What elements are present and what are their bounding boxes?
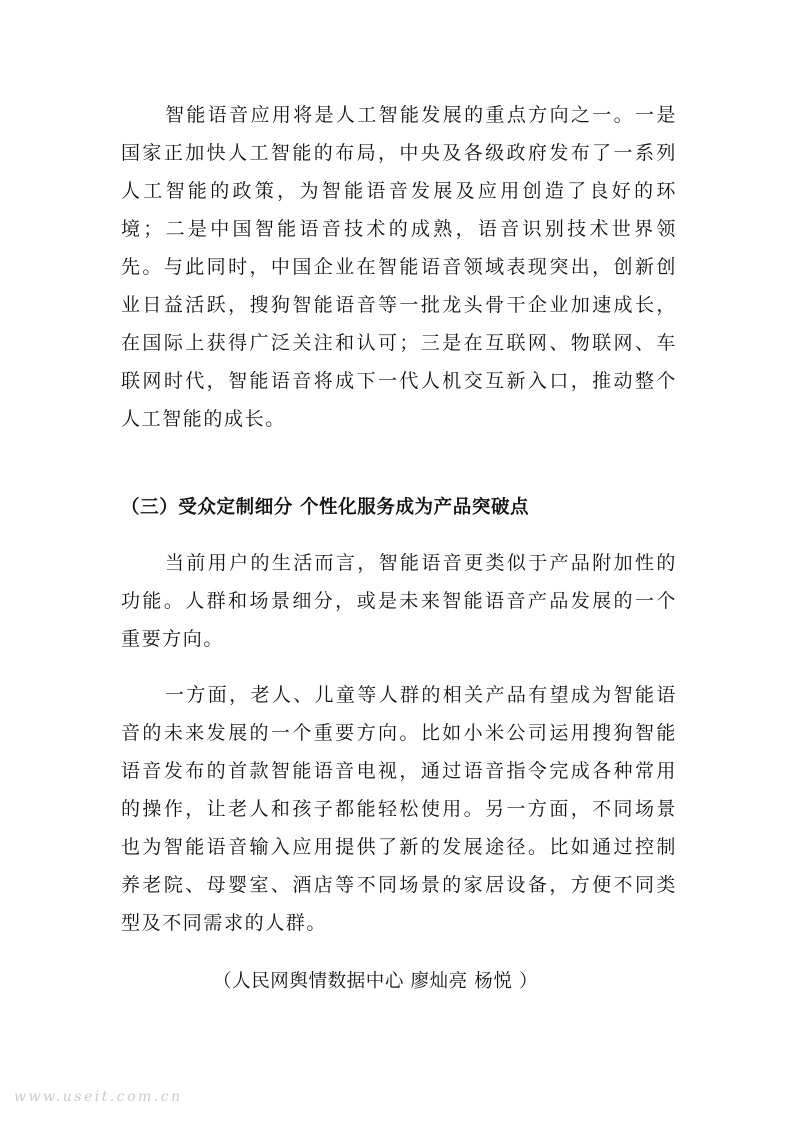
body-paragraph-intro: 智能语音应用将是人工智能发展的重点方向之一。一是国家正加快人工智能的布局，中央及各级政府发布了一系列人工智能的政策，为智能语音发展及应用创造了良好的环境；二是中国智能语音技术的成熟，语音识别技术世界领先。与此同时，中国企业在智能语音领域表现突出，创新创业日益活跃，搜狗智能语音等一批龙头骨干企业加速成长，在国际上获得广泛关注和认可；三是在互联网、物联网、车联网时代，智能语音将成下一代人机交互新入口，推动整个人工智能的成长。	[121, 104, 677, 430]
site-watermark: www.useit.com.cn	[14, 1089, 183, 1105]
section-heading: （三）受众定制细分 个性化服务成为产品突破点	[121, 497, 530, 518]
body-paragraph-scenarios: 一方面，老人、儿童等人群的相关产品有望成为智能语音的未来发展的一个重要方向。比如小米公司运用搜狗智能语音发布的首款智能语音电视，通过语音指令完成各种常用的操作，让老人和孩子都能轻松使用。另一方面，不同场景也为智能语音输入应用提供了新的发展途径。比如通过控制养老院、母婴室、酒店等不同场景的家居设备，方便不同类型及不同需求的人群。	[121, 684, 677, 934]
author-byline: （人民网舆情数据中心 廖灿亮 杨悦 ）	[213, 971, 539, 992]
body-paragraph-audience: 当前用户的生活而言，智能语音更类似于产品附加性的功能。人群和场景细分，或是未来智能语音产品发展的一个重要方向。	[121, 552, 677, 650]
